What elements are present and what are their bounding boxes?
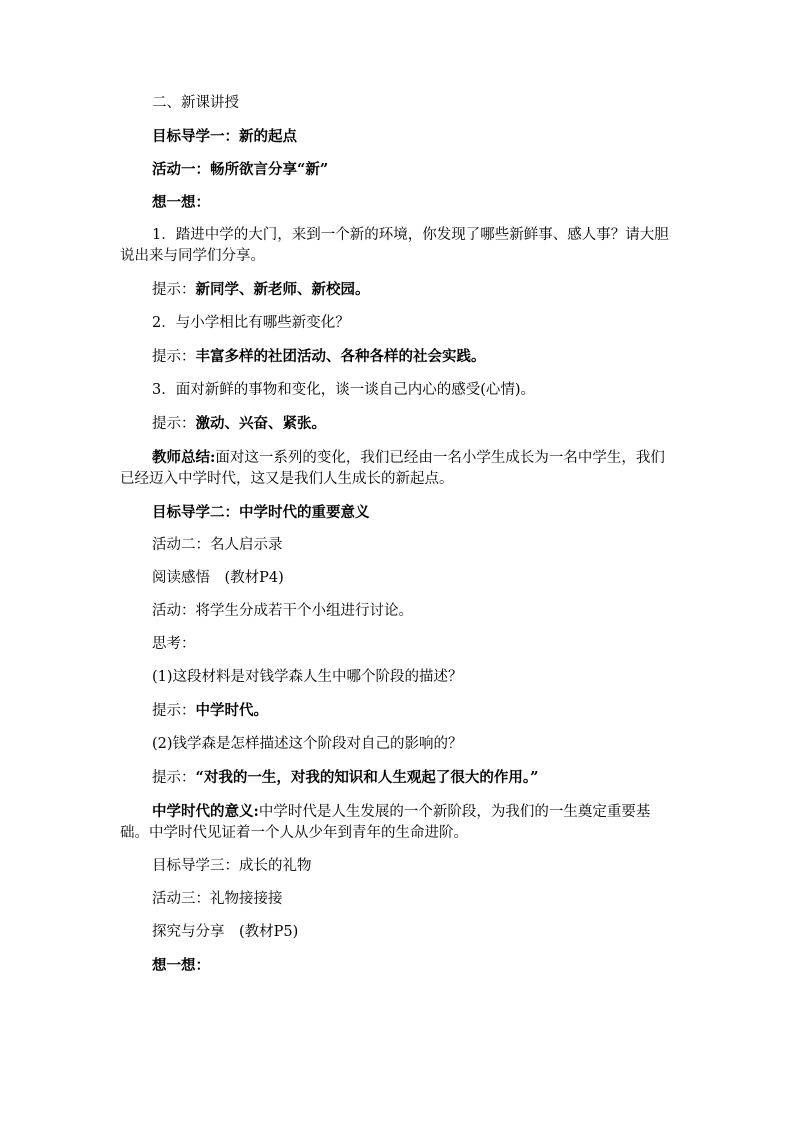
explore-note: 探究与分享 (教材P5) (152, 924, 299, 940)
reading-note: 阅读感悟 (教材P4) (152, 570, 284, 586)
ponder-label: 思考： (152, 636, 196, 652)
goal-heading-2: 目标导学二：中学时代的重要意义 (152, 504, 370, 521)
hint-1: 提示：新同学、新老师、新校园。 (152, 281, 370, 298)
question-3: 3．面对新鲜的事物和变化，谈一谈自己内心的感受(心情)。 (152, 382, 536, 398)
ponder-question-2: (2)钱学森是怎样描述这个阶段对自己的影响的？ (152, 736, 463, 752)
ponder-question-1: (1)这段材料是对钱学森人生中哪个阶段的描述？ (152, 669, 463, 685)
hint-3: 提示：激动、兴奋、紧张。 (152, 415, 326, 432)
question-1: 1．踏进中学的大门，来到一个新的环境，你发现了哪些新鲜事、感人事？请大胆说出来与同学们分享。 (120, 227, 669, 264)
hint-4: 提示：中学时代。 (152, 702, 268, 719)
document-body (120, 93, 672, 988)
section-heading: 二、新课讲授 (152, 95, 239, 111)
goal-heading-3: 目标导学三：成长的礼物 (152, 858, 312, 874)
activity-heading-3: 活动三：礼物接接接 (152, 891, 283, 907)
teacher-summary: 教师总结:面对这一系列的变化，我们已经由一名小学生成长为一名中学生，我们已经迈入中学时代，这又是我们人生成长的新起点。 (120, 449, 665, 487)
activity-task: 活动：将学生分成若干个小组进行讨论。 (152, 603, 413, 619)
think-label-2: 想一想： (152, 957, 210, 974)
hint-5: 提示：“对我的一生，对我的知识和人生观起了很大的作用。” (152, 769, 539, 786)
activity-heading-1: 活动一：畅所欲言分享“新” (152, 161, 329, 178)
activity-heading-2: 活动二：名人启示录 (152, 537, 283, 553)
significance-summary: 中学时代的意义:中学时代是人生发展的一个新阶段，为我们的一生奠定重要基础。中学时代见证着一个人从少年到青年的生命进阶。 (120, 803, 651, 841)
hint-2: 提示：丰富多样的社团活动、各种各样的社会实践。 (152, 348, 486, 365)
question-2: 2．与小学相比有哪些新变化？ (152, 315, 350, 331)
think-label-1: 想一想： (152, 194, 210, 211)
goal-heading-1: 目标导学一：新的起点 (152, 128, 297, 145)
